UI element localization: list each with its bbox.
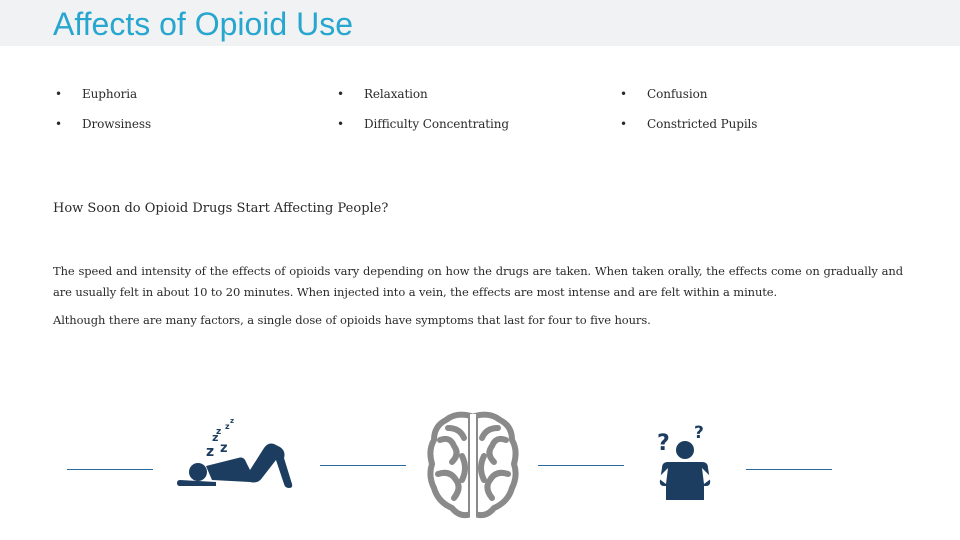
effect-label: Difficulty Concentrating <box>364 117 509 131</box>
sleep-z-icon: z <box>212 431 219 444</box>
divider-rule <box>538 465 624 466</box>
sleep-z-icon: z <box>216 427 222 437</box>
paragraph-onset: The speed and intensity of the effects of opioids vary depending on how the drugs are taken. When taken orally, the effects come on gradually and are usually felt in about 10 to 20 minutes. When injected into a vein, the effects are most intense and are felt within a minute. <box>53 264 903 299</box>
question-mark-icon: ? <box>694 423 704 443</box>
effect-label: Confusion <box>647 87 708 101</box>
slide-title: Affects of Opioid Use <box>53 6 353 42</box>
effect-label: Drowsiness <box>82 117 151 131</box>
sleep-z-icon: z <box>220 441 228 456</box>
divider-rule <box>320 465 406 466</box>
brain-midline <box>470 414 476 522</box>
divider-rule <box>746 469 832 470</box>
divider-rule <box>67 469 153 470</box>
effect-label: Relaxation <box>364 87 428 101</box>
brain-icon <box>426 410 520 526</box>
bullet-dot: • <box>620 87 628 101</box>
confused-person-icon <box>648 420 714 502</box>
bullet-dot: • <box>337 117 345 131</box>
sleep-z-icon: z <box>230 417 235 425</box>
paragraph-duration: Although there are many factors, a single dose of opioids have symptoms that last for four to five hours. <box>53 313 651 327</box>
bullet-dot: • <box>55 87 63 101</box>
question-mark-icon: ? <box>657 431 670 456</box>
sleep-z-icon: z <box>206 444 215 460</box>
bullet-dot: • <box>55 117 63 131</box>
sleep-z-icon: z <box>225 422 230 431</box>
bullet-dot: • <box>620 117 628 131</box>
effect-label: Constricted Pupils <box>647 117 758 131</box>
effect-label: Euphoria <box>82 87 138 101</box>
bullet-dot: • <box>337 87 345 101</box>
section-question: How Soon do Opioid Drugs Start Affecting People? <box>53 201 389 216</box>
sleeping-person-icon <box>176 414 296 490</box>
